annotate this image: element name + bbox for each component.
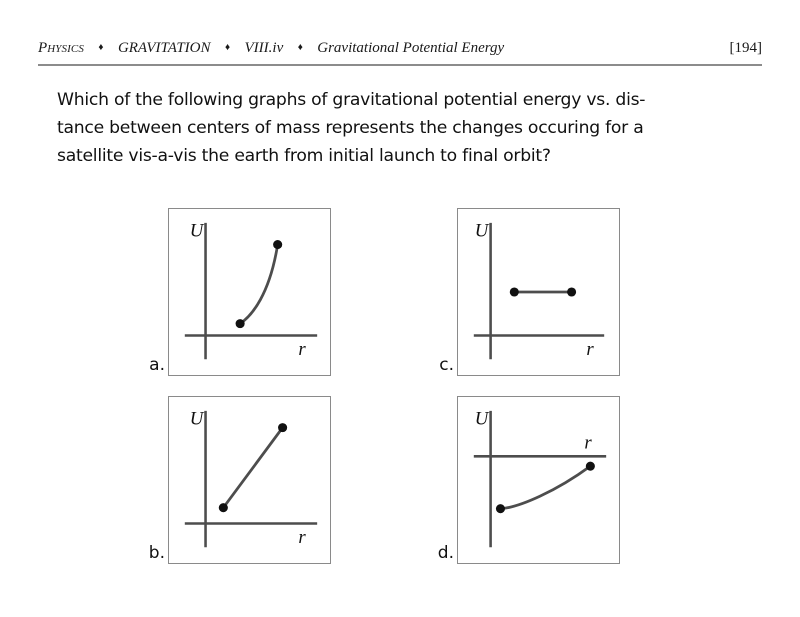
breadcrumb-item-subject: Physics: [38, 40, 84, 56]
breadcrumb-item-topic: Gravitational Potential Energy: [317, 40, 505, 56]
question-line-2: tance between centers of mass represents the changes occuring for a: [57, 118, 644, 138]
data-point-start-a: [236, 319, 245, 328]
graph-c-svg: [458, 209, 619, 375]
option-label-b: b.: [148, 543, 165, 563]
curve-d: [500, 466, 590, 508]
option-label-a: a.: [149, 355, 165, 375]
breadcrumb-item-section: VIII.iv: [244, 40, 284, 56]
x-axis-label-c: r: [586, 339, 594, 361]
y-axis-label-c: U: [474, 220, 489, 242]
data-point-end-a: [273, 240, 282, 249]
page-header: [38, 40, 762, 64]
graph-panel-d: [457, 396, 620, 564]
y-axis-label-a: U: [189, 220, 204, 242]
graph-panel-b: [168, 396, 331, 564]
graph-b-svg: [169, 397, 330, 563]
data-point-start-d: [496, 504, 505, 513]
answer-option-c[interactable]: [420, 208, 652, 383]
data-point-end-c: [567, 287, 576, 296]
page-number: [194]: [729, 40, 762, 56]
breadcrumb-item-unit: GRAVITATION: [117, 40, 211, 56]
curve-b: [223, 428, 282, 508]
breadcrumb-separator-icon: ♦: [98, 42, 104, 53]
breadcrumb-separator-icon: ♦: [224, 42, 231, 53]
graph-d-svg: [458, 397, 619, 563]
question-line-3: satellite vis-a-vis the earth from initial launch to final orbit?: [57, 146, 551, 166]
answer-option-a[interactable]: [131, 208, 363, 383]
answer-option-d[interactable]: [420, 396, 652, 571]
option-label-d: d.: [437, 543, 454, 563]
x-axis-label-a: r: [298, 339, 306, 361]
y-axis-label-b: U: [189, 408, 204, 430]
data-point-start-b: [219, 503, 228, 512]
data-point-end-d: [586, 462, 595, 471]
question-line-1: Which of the following graphs of gravitational potential energy vs. dis-: [57, 90, 646, 110]
data-point-end-b: [278, 423, 287, 432]
question-prompt: [57, 86, 683, 170]
graph-panel-c: [457, 208, 620, 376]
breadcrumb: [38, 40, 504, 57]
curve-a: [240, 245, 278, 324]
answer-options: [0, 200, 800, 580]
y-axis-label-d: U: [474, 408, 489, 430]
header-divider: [38, 64, 762, 66]
breadcrumb-separator-icon: ♦: [297, 42, 303, 53]
graph-a-svg: [169, 209, 330, 375]
x-axis-label-d: r: [584, 432, 592, 454]
answer-option-b[interactable]: [131, 396, 363, 571]
x-axis-label-b: r: [298, 527, 306, 549]
graph-panel-a: [168, 208, 331, 376]
data-point-start-c: [510, 287, 519, 296]
option-label-c: c.: [439, 355, 454, 375]
